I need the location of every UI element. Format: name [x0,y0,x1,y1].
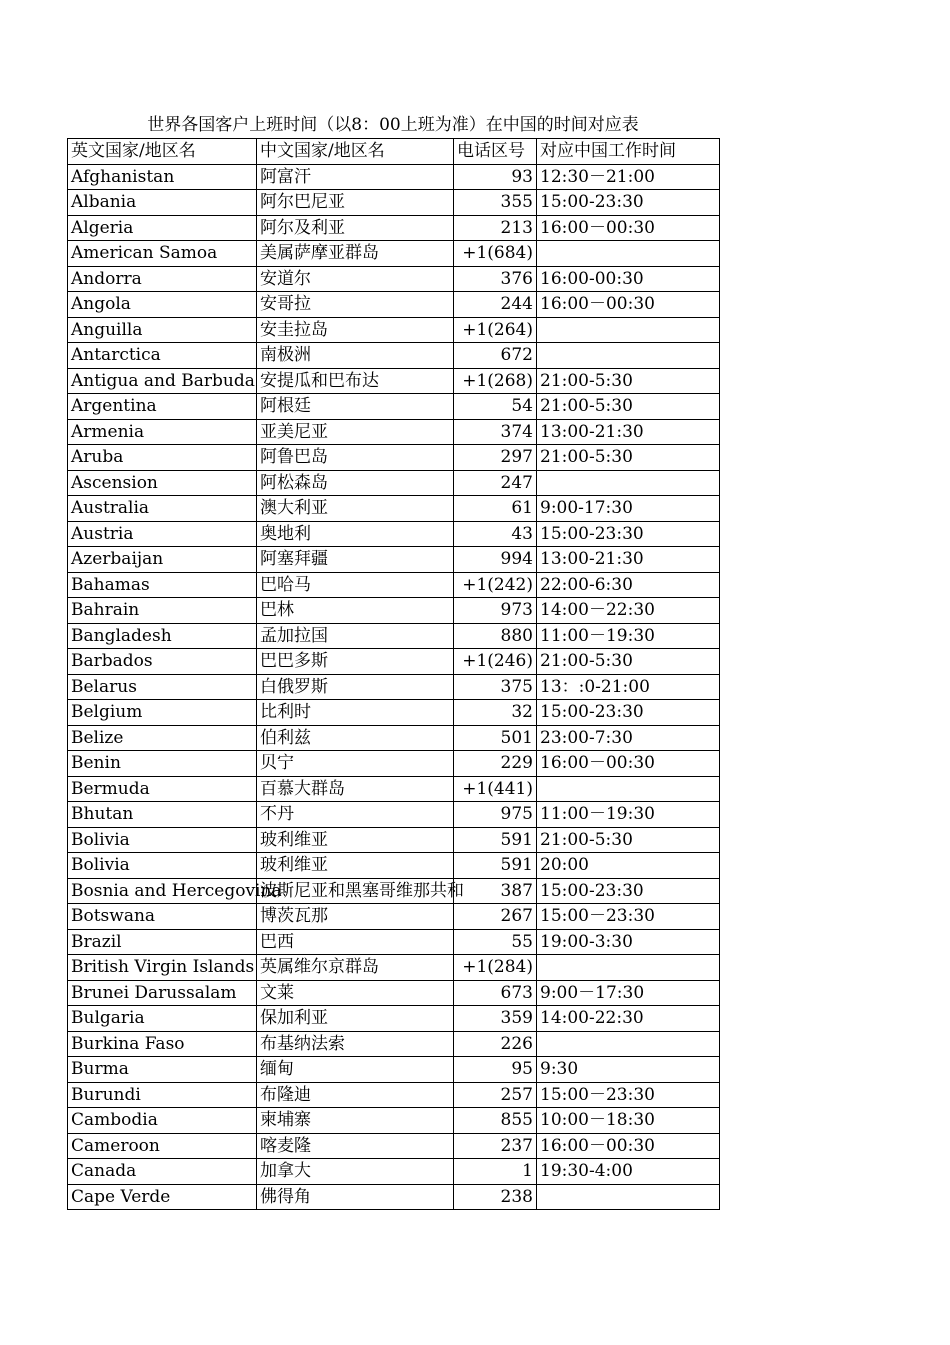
country-english-cell: Antarctica [68,343,257,369]
country-english-cell: Antigua and Barbuda [68,368,257,394]
table-row [68,368,720,394]
country-english-cell: Cameroon [68,1133,257,1159]
dial-code-cell: 673 [454,980,537,1006]
dial-code-cell: +1(268) [454,368,537,394]
dial-code-cell: 855 [454,1108,537,1134]
table-row [68,700,720,726]
country-chinese-cell: 阿富汗 [257,164,454,190]
table-row [68,802,720,828]
dial-code-cell: 247 [454,470,537,496]
country-chinese-cell: 波斯尼亚和黑塞哥维那共和 [257,878,454,904]
country-chinese-cell: 白俄罗斯 [257,674,454,700]
country-english-cell: Bermuda [68,776,257,802]
country-chinese-cell: 柬埔寨 [257,1108,454,1134]
china-work-time-cell: 22:00-6:30 [537,572,720,598]
china-work-time-cell: 15:00-23:30 [537,190,720,216]
country-chinese-cell: 英属维尔京群岛 [257,955,454,981]
table-row [68,496,720,522]
table-row [68,190,720,216]
dial-code-cell: 973 [454,598,537,624]
country-english-cell: Azerbaijan [68,547,257,573]
china-work-time-cell: 9:30 [537,1057,720,1083]
country-english-cell: Bulgaria [68,1006,257,1032]
table-row [68,725,720,751]
country-english-cell: Armenia [68,419,257,445]
table-row [68,649,720,675]
country-english-cell: Bangladesh [68,623,257,649]
china-work-time-cell: 21:00-5:30 [537,368,720,394]
column-header-english: 英文国家/地区名 [68,139,257,165]
country-chinese-cell: 缅甸 [257,1057,454,1083]
china-work-time-cell: 9:00-17:30 [537,496,720,522]
page-title: 世界各国客户上班时间（以8：00上班为准）在中国的时间对应表 [147,115,639,135]
china-work-time-cell: 19:00-3:30 [537,929,720,955]
table-row [68,521,720,547]
dial-code-cell: 501 [454,725,537,751]
china-work-time-cell: 16:00－00:30 [537,1133,720,1159]
dial-code-cell: 880 [454,623,537,649]
dial-code-cell: +1(264) [454,317,537,343]
country-chinese-cell: 博茨瓦那 [257,904,454,930]
country-english-cell: American Samoa [68,241,257,267]
dial-code-cell: 32 [454,700,537,726]
dial-code-cell: 376 [454,266,537,292]
dial-code-cell: 1 [454,1159,537,1185]
country-time-table [67,138,720,1210]
china-work-time-cell: 16:00－00:30 [537,292,720,318]
table-row [68,623,720,649]
table-row [68,1082,720,1108]
table-row [68,878,720,904]
country-chinese-cell: 亚美尼亚 [257,419,454,445]
dial-code-cell: 229 [454,751,537,777]
country-chinese-cell: 伯利兹 [257,725,454,751]
china-work-time-cell: 11:00－19:30 [537,802,720,828]
dial-code-cell: 95 [454,1057,537,1083]
dial-code-cell: 975 [454,802,537,828]
country-chinese-cell: 安提瓜和巴布达 [257,368,454,394]
country-chinese-cell: 安哥拉 [257,292,454,318]
country-chinese-cell: 巴林 [257,598,454,624]
china-work-time-cell [537,470,720,496]
country-english-cell: Benin [68,751,257,777]
country-english-cell: Canada [68,1159,257,1185]
header-row [68,139,720,165]
country-english-cell: Albania [68,190,257,216]
china-work-time-cell: 21:00-5:30 [537,394,720,420]
country-english-cell: Austria [68,521,257,547]
table-row [68,1108,720,1134]
china-work-time-cell: 15:00-23:30 [537,878,720,904]
dial-code-cell: 374 [454,419,537,445]
country-english-cell: Argentina [68,394,257,420]
china-work-time-cell: 19:30-4:00 [537,1159,720,1185]
china-work-time-cell: 13:00-21:30 [537,419,720,445]
dial-code-cell: 244 [454,292,537,318]
country-english-cell: Bolivia [68,827,257,853]
china-work-time-cell: 15:00-23:30 [537,700,720,726]
china-work-time-cell: 23:00-7:30 [537,725,720,751]
dial-code-cell: 226 [454,1031,537,1057]
china-work-time-cell [537,1031,720,1057]
table-row [68,1159,720,1185]
country-chinese-cell: 阿尔及利亚 [257,215,454,241]
table-row [68,853,720,879]
table-row [68,292,720,318]
country-chinese-cell: 保加利亚 [257,1006,454,1032]
country-english-cell: Burundi [68,1082,257,1108]
country-chinese-cell: 孟加拉国 [257,623,454,649]
table-row [68,547,720,573]
dial-code-cell: 54 [454,394,537,420]
china-work-time-cell [537,343,720,369]
china-work-time-cell: 15:00－23:30 [537,904,720,930]
country-english-cell: Bhutan [68,802,257,828]
country-english-cell: Australia [68,496,257,522]
country-chinese-cell: 阿塞拜疆 [257,547,454,573]
china-work-time-cell: 16:00-00:30 [537,266,720,292]
country-english-cell: Bolivia [68,853,257,879]
country-english-cell: Barbados [68,649,257,675]
table-row [68,445,720,471]
china-work-time-cell: 10:00－18:30 [537,1108,720,1134]
country-english-cell: Brunei Darussalam [68,980,257,1006]
country-chinese-cell: 玻利维亚 [257,853,454,879]
dial-code-cell: 359 [454,1006,537,1032]
country-english-cell: Andorra [68,266,257,292]
table-row [68,955,720,981]
china-work-time-cell [537,317,720,343]
country-english-cell: Burma [68,1057,257,1083]
dial-code-cell: 238 [454,1184,537,1210]
table-row [68,164,720,190]
country-chinese-cell: 文莱 [257,980,454,1006]
dial-code-cell: 297 [454,445,537,471]
china-work-time-cell: 21:00-5:30 [537,445,720,471]
country-english-cell: Bahrain [68,598,257,624]
china-work-time-cell: 16:00－00:30 [537,215,720,241]
country-chinese-cell: 安道尔 [257,266,454,292]
dial-code-cell: 61 [454,496,537,522]
country-chinese-cell: 贝宁 [257,751,454,777]
dial-code-cell: 237 [454,1133,537,1159]
column-header-chinese: 中文国家/地区名 [257,139,454,165]
china-work-time-cell: 16:00－00:30 [537,751,720,777]
table-row [68,1057,720,1083]
dial-code-cell: 213 [454,215,537,241]
country-english-cell: Angola [68,292,257,318]
china-work-time-cell [537,241,720,267]
country-english-cell: Belarus [68,674,257,700]
table-row [68,827,720,853]
table-body [68,164,720,1210]
country-chinese-cell: 布基纳法索 [257,1031,454,1057]
country-chinese-cell: 阿松森岛 [257,470,454,496]
dial-code-cell: 591 [454,853,537,879]
country-english-cell: Bosnia and Hercegovina [68,878,257,904]
country-english-cell: Anguilla [68,317,257,343]
country-chinese-cell: 喀麦隆 [257,1133,454,1159]
country-english-cell: Cambodia [68,1108,257,1134]
china-work-time-cell: 20:00 [537,853,720,879]
china-work-time-cell [537,955,720,981]
dial-code-cell: +1(684) [454,241,537,267]
country-english-cell: Algeria [68,215,257,241]
table-row [68,674,720,700]
table-row [68,980,720,1006]
table-row [68,1031,720,1057]
table-row [68,419,720,445]
dial-code-cell: +1(284) [454,955,537,981]
table-row [68,904,720,930]
country-chinese-cell: 美属萨摩亚群岛 [257,241,454,267]
country-chinese-cell: 玻利维亚 [257,827,454,853]
table-row [68,929,720,955]
country-chinese-cell: 布隆迪 [257,1082,454,1108]
table-row [68,572,720,598]
dial-code-cell: 375 [454,674,537,700]
dial-code-cell: 994 [454,547,537,573]
country-chinese-cell: 巴西 [257,929,454,955]
table-row [68,598,720,624]
table-row [68,751,720,777]
country-chinese-cell: 阿根廷 [257,394,454,420]
country-english-cell: Belgium [68,700,257,726]
table-row [68,266,720,292]
china-work-time-cell: 11:00－19:30 [537,623,720,649]
dial-code-cell: +1(242) [454,572,537,598]
table-row [68,470,720,496]
country-english-cell: Ascension [68,470,257,496]
china-work-time-cell: 21:00-5:30 [537,649,720,675]
table-row [68,241,720,267]
country-english-cell: Afghanistan [68,164,257,190]
country-english-cell: Brazil [68,929,257,955]
country-chinese-cell: 巴巴多斯 [257,649,454,675]
dial-code-cell: +1(441) [454,776,537,802]
dial-code-cell: 93 [454,164,537,190]
country-english-cell: British Virgin Islands [68,955,257,981]
china-work-time-cell: 13：:0-21:00 [537,674,720,700]
country-chinese-cell: 加拿大 [257,1159,454,1185]
china-work-time-cell: 15:00-23:30 [537,521,720,547]
country-chinese-cell: 佛得角 [257,1184,454,1210]
china-work-time-cell: 15:00－23:30 [537,1082,720,1108]
dial-code-cell: 672 [454,343,537,369]
country-english-cell: Cape Verde [68,1184,257,1210]
country-chinese-cell: 比利时 [257,700,454,726]
china-work-time-cell [537,1184,720,1210]
table-row [68,343,720,369]
china-work-time-cell: 21:00-5:30 [537,827,720,853]
country-english-cell: Aruba [68,445,257,471]
table-row [68,776,720,802]
country-chinese-cell: 百慕大群岛 [257,776,454,802]
table-row [68,394,720,420]
country-english-cell: Burkina Faso [68,1031,257,1057]
dial-code-cell: 355 [454,190,537,216]
table-row [68,1006,720,1032]
country-chinese-cell: 巴哈马 [257,572,454,598]
china-work-time-cell: 9:00－17:30 [537,980,720,1006]
country-english-cell: Bahamas [68,572,257,598]
country-chinese-cell: 不丹 [257,802,454,828]
country-english-cell: Botswana [68,904,257,930]
china-work-time-cell: 13:00-21:30 [537,547,720,573]
dial-code-cell: 591 [454,827,537,853]
china-work-time-cell: 12:30－21:00 [537,164,720,190]
dial-code-cell: +1(246) [454,649,537,675]
china-work-time-cell: 14:00-22:30 [537,1006,720,1032]
china-work-time-cell [537,776,720,802]
column-header-time: 对应中国工作时间 [537,139,720,165]
table-row [68,317,720,343]
country-chinese-cell: 奥地利 [257,521,454,547]
column-header-code: 电话区号 [454,139,537,165]
dial-code-cell: 387 [454,878,537,904]
country-chinese-cell: 南极洲 [257,343,454,369]
dial-code-cell: 55 [454,929,537,955]
country-english-cell: Belize [68,725,257,751]
country-chinese-cell: 安圭拉岛 [257,317,454,343]
country-chinese-cell: 阿鲁巴岛 [257,445,454,471]
dial-code-cell: 257 [454,1082,537,1108]
dial-code-cell: 267 [454,904,537,930]
table-row [68,215,720,241]
table-row [68,1184,720,1210]
china-work-time-cell: 14:00－22:30 [537,598,720,624]
country-chinese-cell: 阿尔巴尼亚 [257,190,454,216]
country-chinese-cell: 澳大利亚 [257,496,454,522]
dial-code-cell: 43 [454,521,537,547]
table-row [68,1133,720,1159]
